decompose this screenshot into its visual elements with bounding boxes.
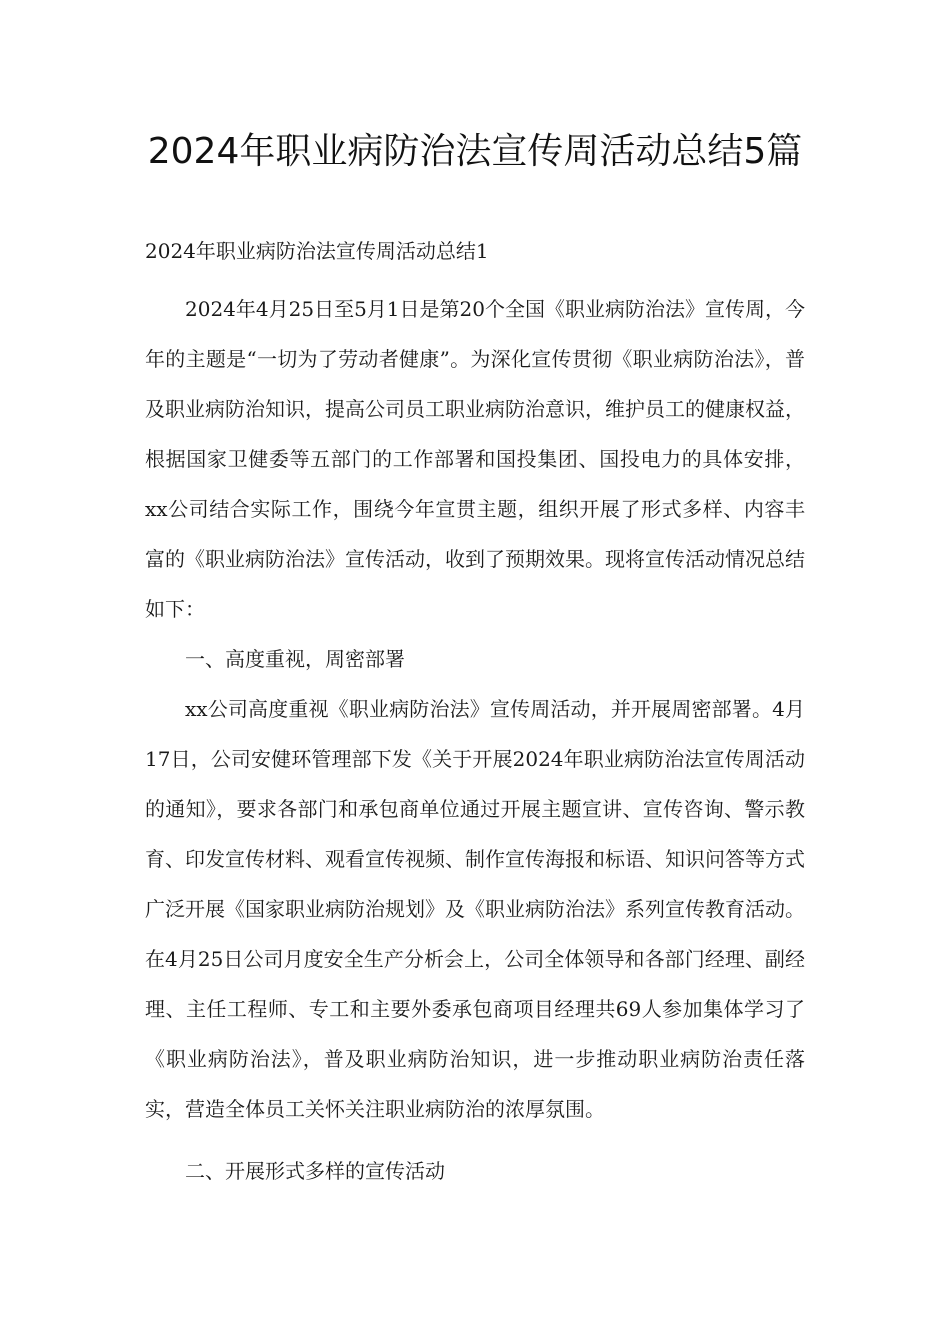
intro-paragraph: 2024年4月25日至5月1日是第20个全国《职业病防治法》宣传周，今年的主题是“一切为了劳动者健康”。为深化宣传贯彻《职业病防治法》，普及职业病防治知识，提高公司员工职业病防治意识，维护员工的健康权益，根据国家卫健委等五部门的工作部署和国投集团、国投电力的具体安排，xx公司结合实际工作，围绕今年宣贯主题，组织开展了形式多样、内容丰富的《职业病防治法》宣传活动，收到了预期效果。现将宣传活动情况总结如下： <box>145 297 805 621</box>
document-title: 2024年职业病防治法宣传周活动总结5篇 <box>147 131 803 172</box>
section-subtitle: 2024年职业病防治法宣传周活动总结1 <box>145 239 489 263</box>
section-heading-1: 一、高度重视，周密部署 <box>185 647 405 671</box>
section-heading-2: 二、开展形式多样的宣传活动 <box>185 1159 445 1183</box>
section-1-paragraph: xx公司高度重视《职业病防治法》宣传周活动，并开展周密部署。4月17日，公司安健环管理部下发《关于开展2024年职业病防治法宣传周活动的通知》，要求各部门和承包商单位通过开展主题宣讲、宣传咨询、警示教育、印发宣传材料、观看宣传视频、制作宣传海报和标语、知识问答等方式广泛开展《国家职业病防治规划》及《职业病防治法》系列宣传教育活动。在4月25日公司月度安全生产分析会上，公司全体领导和各部门经理、副经理、主任工程师、专工和主要外委承包商项目经理共69人参加集体学习了《职业病防治法》，普及职业病防治知识，进一步推动职业病防治责任落实，营造全体员工关怀关注职业病防治的浓厚氛围。 <box>145 697 805 1121</box>
document-body <box>145 234 805 1196</box>
